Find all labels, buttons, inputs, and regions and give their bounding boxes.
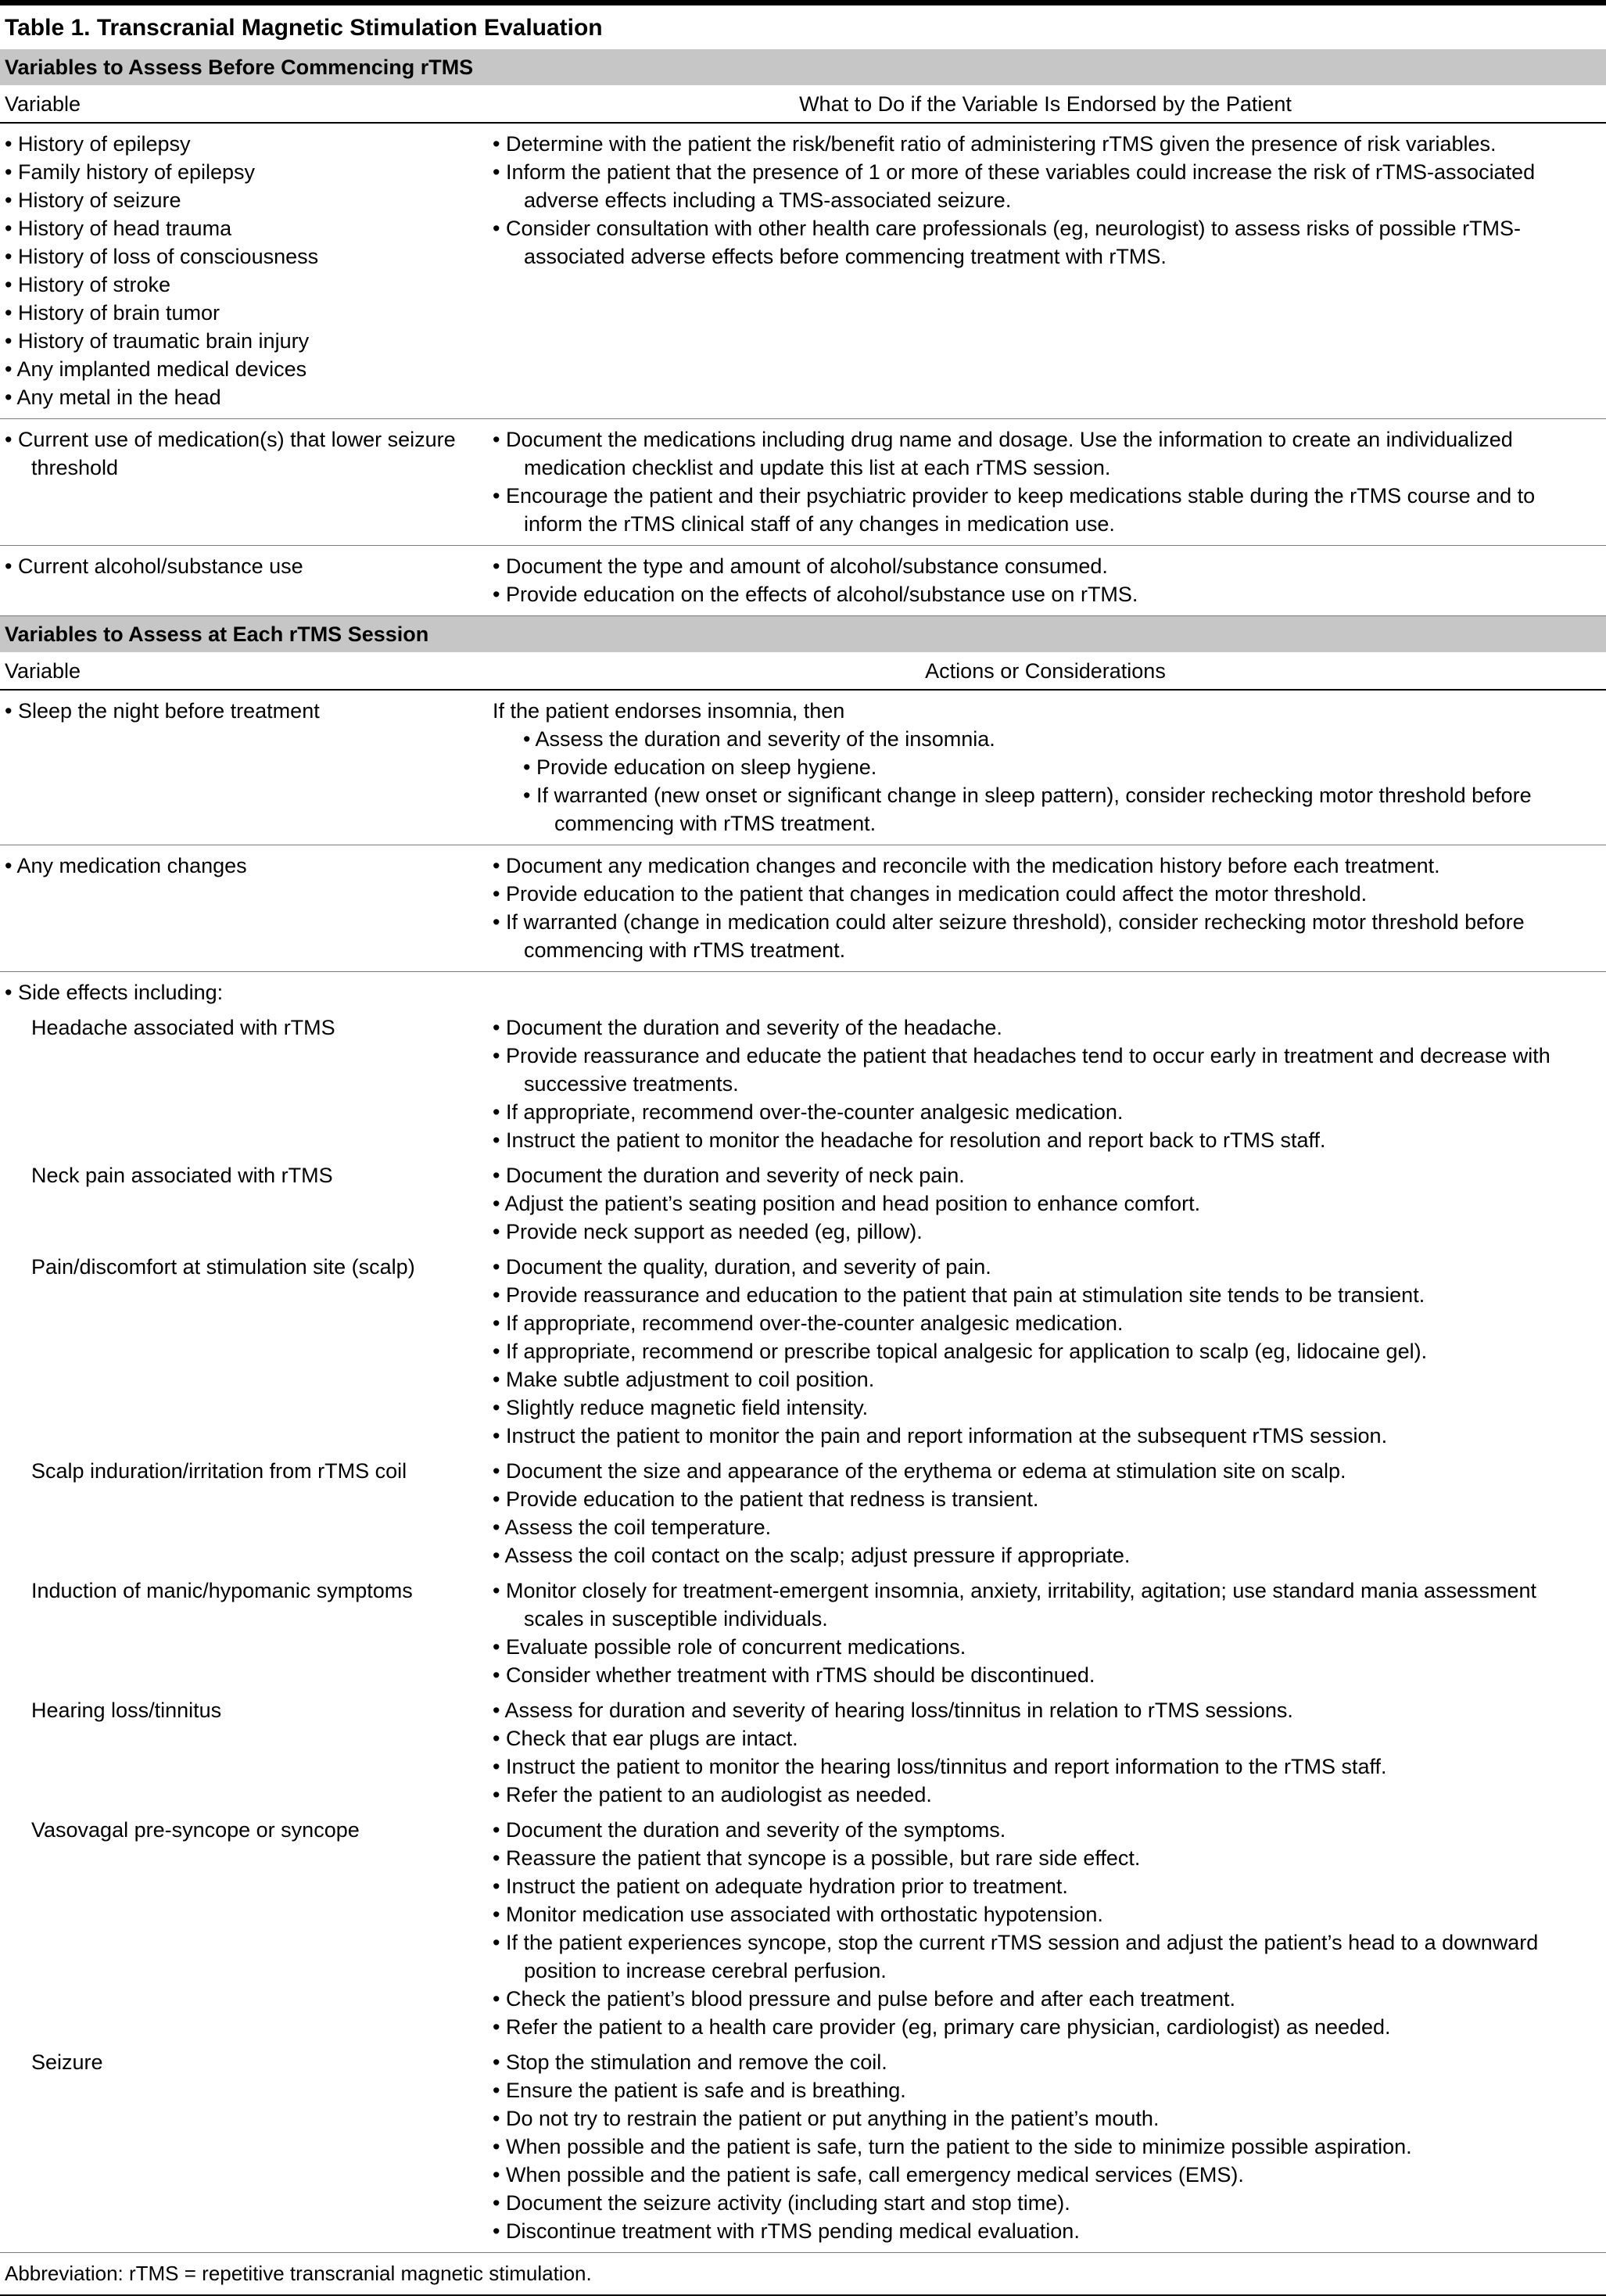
bullet-item: • Reassure the patient that syncope is a possible, but rare side effect. <box>493 1846 1141 1870</box>
bullet-item: • Instruct the patient to monitor the pain and report information at the subsequent rTMS session. <box>493 1424 1388 1448</box>
actions-cell <box>493 852 1606 964</box>
actions-cell <box>493 697 1606 838</box>
bullet-item: • Current alcohol/substance use <box>5 554 303 578</box>
variable-cell <box>0 2048 493 2245</box>
bullet-item: • Consider consultation with other health care professionals (eg, neurologist) to assess risks of possible rTMS-associated adverse effects before commencing treatment with rTMS. <box>493 217 1522 268</box>
bullet-item: • If warranted (change in medication could alter seizure threshold), consider rechecking motor threshold before commencing with rTMS treatment. <box>493 910 1525 962</box>
variable-cell <box>0 1696 493 1809</box>
bullet-item: • Instruct the patient on adequate hydration prior to treatment. <box>493 1874 1068 1898</box>
variable-cell <box>0 978 493 1006</box>
bullet-item: • Determine with the patient the risk/benefit ratio of administering rTMS given the presence of risk variables. <box>493 132 1497 156</box>
bullet-item: • Family history of epilepsy <box>5 160 256 184</box>
bullet-item: • Current use of medication(s) that lower seizure threshold <box>5 428 456 479</box>
variable-cell <box>0 697 493 838</box>
column-header-row <box>0 652 1606 691</box>
table-row <box>0 546 1606 616</box>
actions-cell <box>493 1577 1606 1689</box>
variable-cell <box>0 425 493 538</box>
side-effect-subrow <box>0 1816 1606 2041</box>
side-effect-label: Vasovagal pre-syncope or syncope <box>31 1818 360 1842</box>
side-effect-label: Headache associated with rTMS <box>31 1016 335 1039</box>
bullet-item: • History of head trauma <box>5 217 232 240</box>
variable-cell <box>0 1816 493 2041</box>
bullet-item: • Slightly reduce magnetic field intensity. <box>493 1396 869 1419</box>
bullet-item: • History of epilepsy <box>5 132 191 156</box>
side-effect-label: Seizure <box>31 2050 103 2074</box>
section-rows <box>0 691 1606 2253</box>
bullet-item: • If appropriate, recommend over-the-counter analgesic medication. <box>493 1100 1124 1124</box>
actions-cell <box>493 425 1606 538</box>
actions-cell <box>493 1013 1606 1154</box>
actions-cell <box>493 1457 1606 1570</box>
actions-cell <box>493 1696 1606 1809</box>
actions-column-header: What to Do if the Variable Is Endorsed by the Patient <box>799 92 1292 116</box>
table-footnote: Abbreviation: rTMS = repetitive transcranial magnetic stimulation. <box>0 2253 1606 2296</box>
bullet-item: • Adjust the patient’s seating position and head position to enhance comfort. <box>493 1192 1201 1215</box>
side-effect-label: Neck pain associated with rTMS <box>31 1164 333 1187</box>
bullet-item: • Side effects including: <box>5 981 224 1004</box>
bullet-item: • History of brain tumor <box>5 301 220 325</box>
bullet-item: • Inform the patient that the presence of 1 or more of these variables could increase the risk of rTMS-associated adverse effects including a TMS-associated seizure. <box>493 160 1536 212</box>
actions-cell <box>493 552 1606 608</box>
table-row <box>0 691 1606 845</box>
bullet-item: • Document the medications including drug name and dosage. Use the information to create an individualized medication checklist and update this list at each rTMS session. <box>493 428 1513 479</box>
column-header-row <box>0 85 1606 124</box>
bullet-item: • Assess the coil temperature. <box>493 1516 772 1539</box>
bullet-item: • Check the patient’s blood pressure and pulse before and after each treatment. <box>493 1987 1236 2011</box>
side-effect-label: Scalp induration/irritation from rTMS coil <box>31 1459 407 1483</box>
section-header: Variables to Assess Before Commencing rTMS <box>0 49 1606 85</box>
bullet-item: • Discontinue treatment with rTMS pending medical evaluation. <box>493 2219 1080 2243</box>
side-effect-label: Induction of manic/hypomanic symptoms <box>31 1579 413 1602</box>
bullet-item: • Any implanted medical devices <box>5 357 307 381</box>
actions-cell <box>493 1816 1606 2041</box>
side-effect-label: Hearing loss/tinnitus <box>31 1699 222 1722</box>
bullet-item: • Stop the stimulation and remove the coil. <box>493 2050 887 2074</box>
side-effect-subrow <box>0 1013 1606 1154</box>
bullet-item: • When possible and the patient is safe, call emergency medical services (EMS). <box>493 2163 1244 2187</box>
bullet-item: • Document the size and appearance of the erythema or edema at stimulation site on scalp. <box>493 1459 1346 1483</box>
bullet-item: • Do not try to restrain the patient or put anything in the patient’s mouth. <box>493 2107 1160 2130</box>
bullet-item: • If appropriate, recommend or prescribe topical analgesic for application to scalp (eg, lidocaine gel). <box>493 1340 1428 1363</box>
side-effect-label: Pain/discomfort at stimulation site (scalp) <box>31 1255 415 1279</box>
bullet-item: • If warranted (new onset or significant change in sleep pattern), consider rechecking motor threshold before commencing with rTMS treatment. <box>523 784 1532 835</box>
actions-cell <box>493 2048 1606 2245</box>
bullet-item: • If the patient experiences syncope, stop the current rTMS session and adjust the patient’s head to a downward position to increase cerebral perfusion. <box>493 1931 1539 1982</box>
bullet-item: • Any metal in the head <box>5 386 221 409</box>
bullet-item: • History of stroke <box>5 273 171 296</box>
section-header: Variables to Assess at Each rTMS Session <box>0 616 1606 652</box>
section-rows <box>0 124 1606 616</box>
bullet-item: • Monitor closely for treatment-emergent insomnia, anxiety, irritability, agitation; use standard mania assessment scales in susceptible individuals. <box>493 1579 1537 1631</box>
variable-cell <box>0 552 493 608</box>
bullet-item: • Evaluate possible role of concurrent medications. <box>493 1635 966 1659</box>
actions-intro: If the patient endorses insomnia, then <box>493 699 845 723</box>
side-effect-subrow <box>0 1161 1606 1246</box>
variable-cell <box>0 130 493 411</box>
variable-cell <box>0 1013 493 1154</box>
bullet-item: • Ensure the patient is safe and is breathing. <box>493 2079 906 2102</box>
bullet-item: • Instruct the patient to monitor the headache for resolution and report back to rTMS staff. <box>493 1128 1326 1152</box>
bullet-item: • History of traumatic brain injury <box>5 329 310 353</box>
variable-column-header: Variable <box>5 92 81 116</box>
bullet-item: • Provide education on sleep hygiene. <box>523 755 877 779</box>
bullet-item: • Consider whether treatment with rTMS should be discontinued. <box>493 1663 1095 1687</box>
bullet-item: • Refer the patient to a health care provider (eg, primary care physician, cardiologist) as needed. <box>493 2015 1391 2039</box>
actions-cell <box>493 1161 1606 1246</box>
bullet-item: • Encourage the patient and their psychiatric provider to keep medications stable during the rTMS course and to inform the rTMS clinical staff of any changes in medication use. <box>493 484 1536 536</box>
table-sections <box>0 49 1606 2253</box>
table-section <box>0 616 1606 2253</box>
bullet-item: • Refer the patient to an audiologist as needed. <box>493 1783 932 1806</box>
bullet-item: • Document the quality, duration, and severity of pain. <box>493 1255 991 1279</box>
bullet-item: • Provide reassurance and educate the patient that headaches tend to occur early in treatment and decrease with successive treatments. <box>493 1044 1550 1096</box>
bullet-item: • Provide education to the patient that redness is transient. <box>493 1487 1039 1511</box>
bullet-item: • Provide education to the patient that changes in medication could affect the motor threshold. <box>493 882 1368 906</box>
bullet-item: • Document any medication changes and reconcile with the medication history before each treatment. <box>493 854 1440 877</box>
bullet-item: • Assess the coil contact on the scalp; adjust pressure if appropriate. <box>493 1544 1131 1567</box>
bullet-item: • Make subtle adjustment to coil position. <box>493 1368 875 1391</box>
variable-cell <box>0 852 493 964</box>
bullet-item: • History of seizure <box>5 188 181 212</box>
table-row <box>0 845 1606 972</box>
variable-cell <box>0 1161 493 1246</box>
bullet-item: • Any medication changes <box>5 854 247 877</box>
bullet-item: • Provide education on the effects of alcohol/substance use on rTMS. <box>493 583 1138 606</box>
bullet-item: • Provide neck support as needed (eg, pillow). <box>493 1220 923 1243</box>
bullet-item: • When possible and the patient is safe, turn the patient to the side to minimize possible aspiration. <box>493 2135 1412 2158</box>
bullet-item: • If appropriate, recommend over-the-counter analgesic medication. <box>493 1311 1124 1335</box>
actions-cell <box>493 978 1606 1006</box>
bullet-item: • Sleep the night before treatment <box>5 699 320 723</box>
bullet-item: • Document the duration and severity of the symptoms. <box>493 1818 1006 1842</box>
bullet-item: • Document the duration and severity of the headache. <box>493 1016 1002 1039</box>
actions-cell <box>493 130 1606 411</box>
bullet-item: • Provide reassurance and education to the patient that pain at stimulation site tends to be transient. <box>493 1283 1425 1307</box>
actions-column-header: Actions or Considerations <box>925 659 1166 683</box>
bullet-item: • Check that ear plugs are intact. <box>493 1727 798 1750</box>
bullet-item: • Document the type and amount of alcohol/substance consumed. <box>493 554 1108 578</box>
variable-cell <box>0 1577 493 1689</box>
table-title: Table 1. Transcranial Magnetic Stimulation Evaluation <box>5 15 603 41</box>
side-effect-subrow <box>0 2048 1606 2245</box>
variable-cell <box>0 1457 493 1570</box>
bullet-item: • Document the seizure activity (including start and stop time). <box>493 2191 1070 2215</box>
bullet-item: • Assess for duration and severity of hearing loss/tinnitus in relation to rTMS sessions. <box>493 1699 1293 1722</box>
table-row <box>0 972 1606 2253</box>
variable-column-header: Variable <box>5 659 81 683</box>
table-row <box>0 124 1606 419</box>
variable-cell <box>0 1253 493 1450</box>
bullet-item: • Assess the duration and severity of the insomnia. <box>523 727 995 751</box>
side-effects-lead-row <box>0 978 1606 1006</box>
side-effect-subrow <box>0 1577 1606 1689</box>
side-effect-subrow <box>0 1696 1606 1809</box>
table-section <box>0 49 1606 616</box>
bullet-item: • Instruct the patient to monitor the hearing loss/tinnitus and report information to the rTMS staff. <box>493 1755 1387 1778</box>
actions-cell <box>493 1253 1606 1450</box>
side-effect-subrow <box>0 1457 1606 1570</box>
bullet-item: • Document the duration and severity of neck pain. <box>493 1164 965 1187</box>
side-effect-subrow <box>0 1253 1606 1450</box>
table-row <box>0 419 1606 546</box>
bullet-item: • History of loss of consciousness <box>5 245 319 268</box>
bullet-item: • Monitor medication use associated with orthostatic hypotension. <box>493 1903 1103 1926</box>
